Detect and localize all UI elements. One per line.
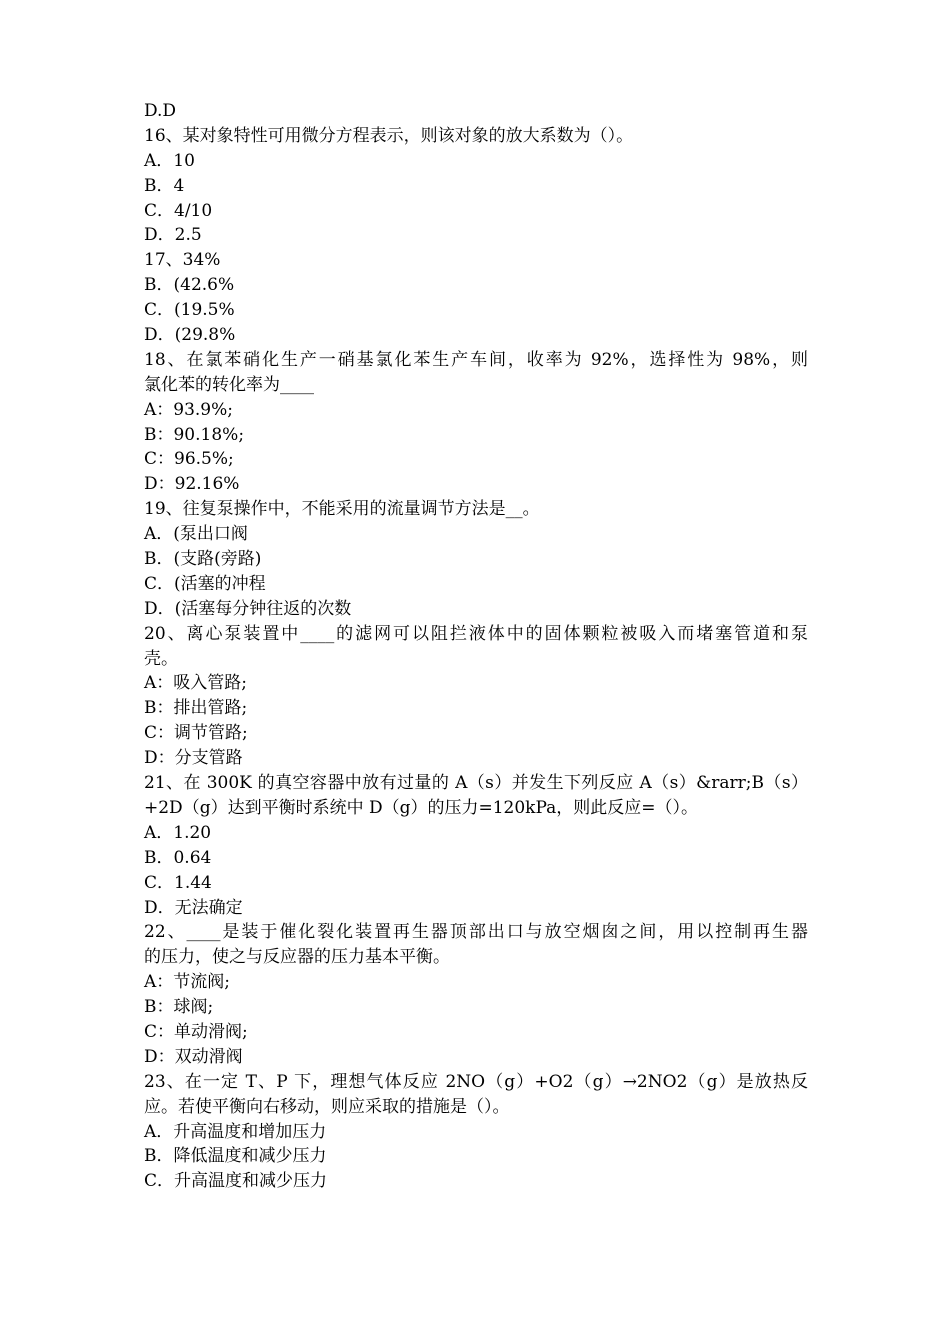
answer-option-line: A．1.20 xyxy=(144,822,212,843)
question-text-line: 23、在一定 T、P 下，理想气体反应 2NO（g）+O2（g）→2NO2（g）是放热反 xyxy=(144,1071,808,1092)
answer-option-line: A．(泵出口阀 xyxy=(144,524,248,545)
answer-option-line: B：排出管路; xyxy=(144,698,248,719)
answer-option-line: B．0.64 xyxy=(144,847,212,868)
document-body xyxy=(144,99,808,1194)
answer-option-line: B：球阀; xyxy=(144,997,214,1018)
answer-option-line: C．(19.5% xyxy=(144,300,235,321)
question-text-line: 16、某对象特性可用微分方程表示，则该对象的放大系数为（）。 xyxy=(144,125,634,146)
answer-option-line: A：吸入管路; xyxy=(144,673,248,694)
question-text-line: 19、往复泵操作中，不能采用的流量调节方法是__。 xyxy=(144,499,540,520)
answer-option-line: D.D xyxy=(144,101,177,121)
answer-option-line: A：节流阀; xyxy=(144,972,231,993)
answer-option-line: C：调节管路; xyxy=(144,723,248,744)
answer-option-line: B．降低温度和减少压力 xyxy=(144,1146,327,1167)
answer-option-line: B．(支路(旁路) xyxy=(144,549,262,570)
answer-option-line: C．4/10 xyxy=(144,200,213,221)
question-text-line: 壳。 xyxy=(144,648,178,669)
answer-option-line: D．(活塞每分钟往返的次数 xyxy=(144,598,352,619)
answer-option-line: D：92.16% xyxy=(144,474,240,495)
answer-option-line: A．升高温度和增加压力 xyxy=(144,1121,327,1142)
answer-option-line: C．1.44 xyxy=(144,872,212,893)
question-text-line: 21、在 300K 的真空容器中放有过量的 A（s）并发生下列反应 A（s）&rarr;B（s） xyxy=(144,773,808,794)
answer-option-line: C．(活塞的冲程 xyxy=(144,573,266,594)
answer-option-line: C．升高温度和减少压力 xyxy=(144,1171,328,1192)
answer-option-line: A．10 xyxy=(144,150,195,171)
question-text-line: 应。若使平衡向右移动，则应采取的措施是（）。 xyxy=(144,1096,510,1117)
question-text-line: 17、34% xyxy=(144,250,221,271)
answer-option-line: D．2.5 xyxy=(144,225,202,246)
question-text-line: 22、____是装于催化裂化装置再生器顶部出口与放空烟囱之间，用以控制再生器 xyxy=(144,922,808,943)
answer-option-line: D．(29.8% xyxy=(144,325,236,346)
answer-option-line: B：90.18%; xyxy=(144,424,245,445)
question-text-line: +2D（g）达到平衡时系统中 D（g）的压力=120kPa，则此反应=（）。 xyxy=(144,797,699,818)
answer-option-line: D：分支管路 xyxy=(144,748,243,769)
answer-option-line: D．无法确定 xyxy=(144,897,243,918)
answer-option-line: B．4 xyxy=(144,175,185,196)
answer-option-line: A：93.9%; xyxy=(144,399,234,420)
question-text-line: 18、在氯苯硝化生产一硝基氯化苯生产车间，收率为 92%，选择性为 98%，则 xyxy=(144,349,808,370)
question-text-line: 20、离心泵装置中____的滤网可以阻拦液体中的固体颗粒被吸入而堵塞管道和泵 xyxy=(144,623,808,644)
answer-option-line: C：单动滑阀; xyxy=(144,1021,248,1042)
question-text-line: 的压力，使之与反应器的压力基本平衡。 xyxy=(144,947,450,968)
question-text-line: 氯化苯的转化率为____ xyxy=(144,374,314,395)
answer-option-line: D：双动滑阀 xyxy=(144,1046,243,1067)
answer-option-line: B．(42.6% xyxy=(144,275,235,296)
answer-option-line: C：96.5%; xyxy=(144,449,234,470)
